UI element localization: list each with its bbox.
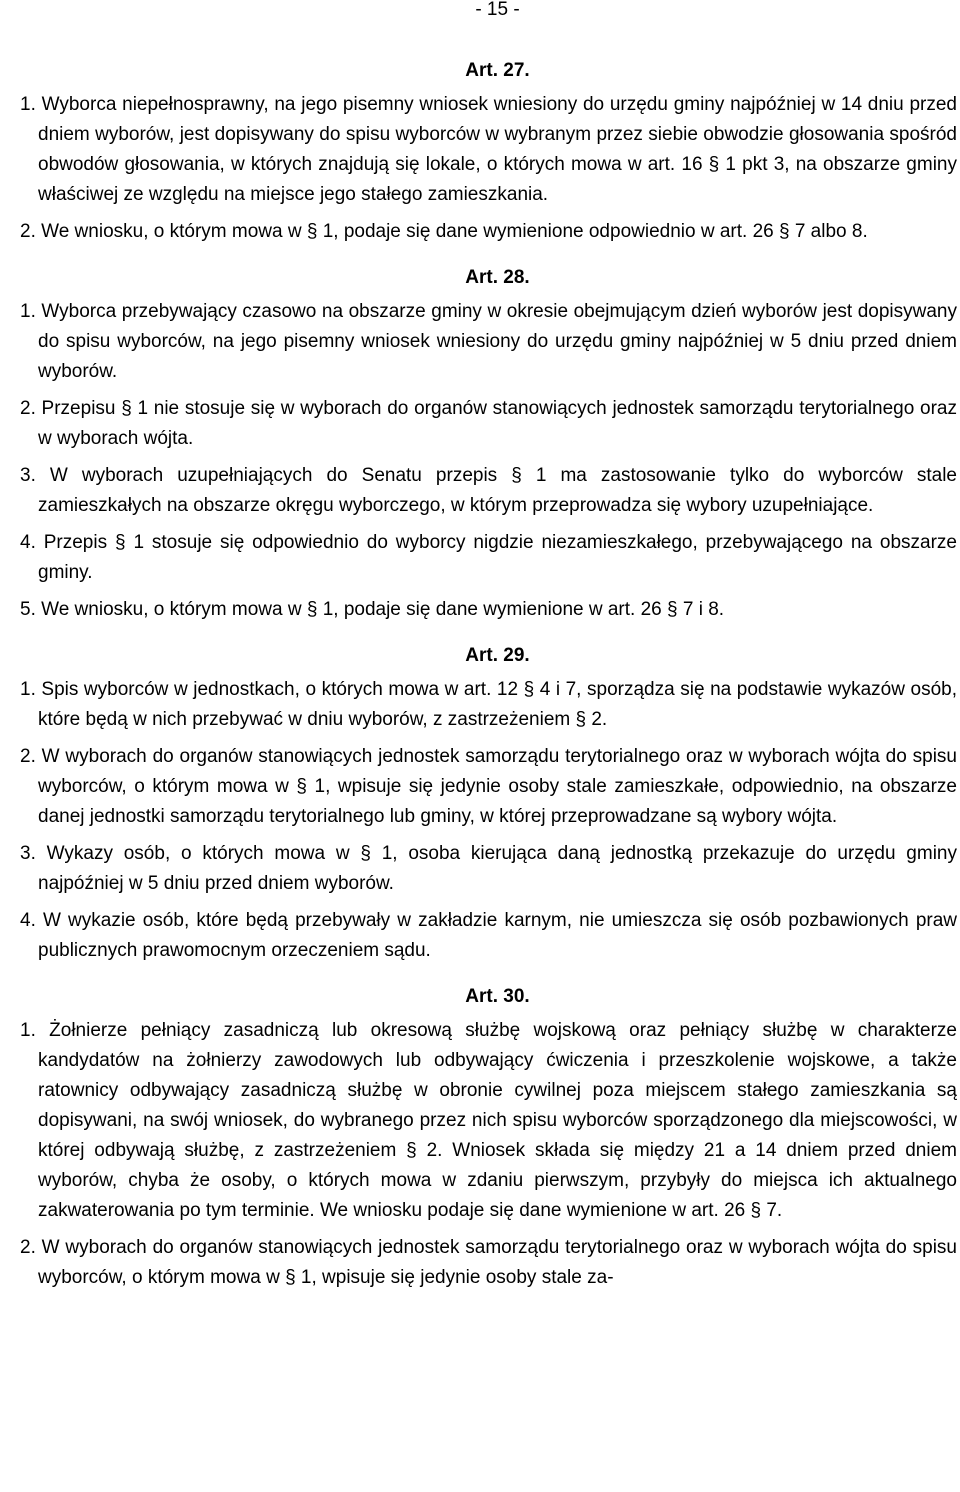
article-29-paragraph-2: 2. W wyborach do organów stanowiących jednostek samorządu terytorialnego oraz w wyborach wójta do spisu wyborców, o którym mowa w § 1, wpisuje się jedynie osoby stale zamieszkałe, odpowiednio, na obszarze danej jednostki samorządu terytorialnego lub gminy, w której przeprowadzane są wybory wójta. <box>20 746 957 827</box>
article-29-paragraph-1: 1. Spis wyborców w jednostkach, o których mowa w art. 12 § 4 i 7, sporządza się na podstawie wykazów osób, które będą w nich przebywać w dniu wyborów, z zastrzeżeniem § 2. <box>20 679 957 730</box>
article-28-paragraph-5: 5. We wniosku, o którym mowa w § 1, podaje się dane wymienione w art. 26 § 7 i 8. <box>20 599 725 620</box>
article-30-paragraph-1: 1. Żołnierze pełniący zasadniczą lub okresową służbę wojskową oraz pełniący służbę w charakterze kandydatów na żołnierzy zawodowych lub odbywający ćwiczenia i przeszkolenie wojskowe, a także ratownicy odbywający zasadniczą służbę w obronie cywilnej poza miejscem stałego zamieszkania są dopisywani, na swój wniosek, do wybranego przez nich spisu wyborców sporządzonego dla miejscowości, w której odbywają służbę, z zastrzeżeniem § 2. Wniosek składa się między 21 a 14 dniem przed dniem wyborów, chyba że osoby, o których mowa w zdaniu pierwszym, przybyły do miejsca ich aktualnego zakwaterowania po tym terminie. We wniosku podaje się dane wymienione w art. 26 § 7. <box>20 1020 957 1221</box>
article-29-paragraph-4: 4. W wykazie osób, które będą przebywały w zakładzie karnym, nie umieszcza się osób pozbawionych praw publicznych prawomocnym orzeczeniem sądu. <box>20 910 957 961</box>
article-heading-30: Art. 30. <box>465 986 530 1007</box>
article-heading-29: Art. 29. <box>465 645 530 666</box>
article-28-paragraph-4: 4. Przepis § 1 stosuje się odpowiednio do wyborcy nigdzie niezamieszkałego, przebywającego na obszarze gminy. <box>20 532 957 583</box>
article-28-paragraph-1: 1. Wyborca przebywający czasowo na obszarze gminy w okresie obejmującym dzień wyborów jest dopisywany do spisu wyborców, na jego pisemny wniosek wniesiony do urzędu gminy najpóźniej w 5 dniu przed dniem wyborów. <box>20 301 957 382</box>
article-30-paragraph-2: 2. W wyborach do organów stanowiących jednostek samorządu terytorialnego oraz w wyborach wójta do spisu wyborców, o którym mowa w § 1, wpisuje się jedynie osoby stale za- <box>20 1237 957 1288</box>
article-29-paragraph-3: 3. Wykazy osób, o których mowa w § 1, osoba kierująca daną jednostką przekazuje do urzędu gminy najpóźniej w 5 dniu przed dniem wyborów. <box>20 843 957 894</box>
article-heading-28: Art. 28. <box>465 267 530 288</box>
article-27-paragraph-1: 1. Wyborca niepełnosprawny, na jego pisemny wniosek wniesiony do urzędu gminy najpóźniej w 14 dniu przed dniem wyborów, jest dopisywany do spisu wyborców w wybranym przez siebie obwodzie głosowania spośród obwodów głosowania, w których znajdują się lokale, o których mowa w art. 16 § 1 pkt 3, na obszarze gminy właściwej ze względu na miejsce jego stałego zamieszkania. <box>20 94 957 205</box>
article-28-paragraph-2: 2. Przepisu § 1 nie stosuje się w wyborach do organów stanowiących jednostek samorządu terytorialnego oraz w wyborach wójta. <box>20 398 957 449</box>
article-28-paragraph-3: 3. W wyborach uzupełniających do Senatu przepis § 1 ma zastosowanie tylko do wyborców stale zamieszkałych na obszarze okręgu wyborczego, w którym przeprowadza się wybory uzupełniające. <box>20 465 957 516</box>
article-heading-27: Art. 27. <box>465 60 530 81</box>
page-number: - 15 - <box>475 0 520 20</box>
article-27-paragraph-2: 2. We wniosku, o którym mowa w § 1, podaje się dane wymienione odpowiednio w art. 26 § 7 albo 8. <box>20 221 868 242</box>
